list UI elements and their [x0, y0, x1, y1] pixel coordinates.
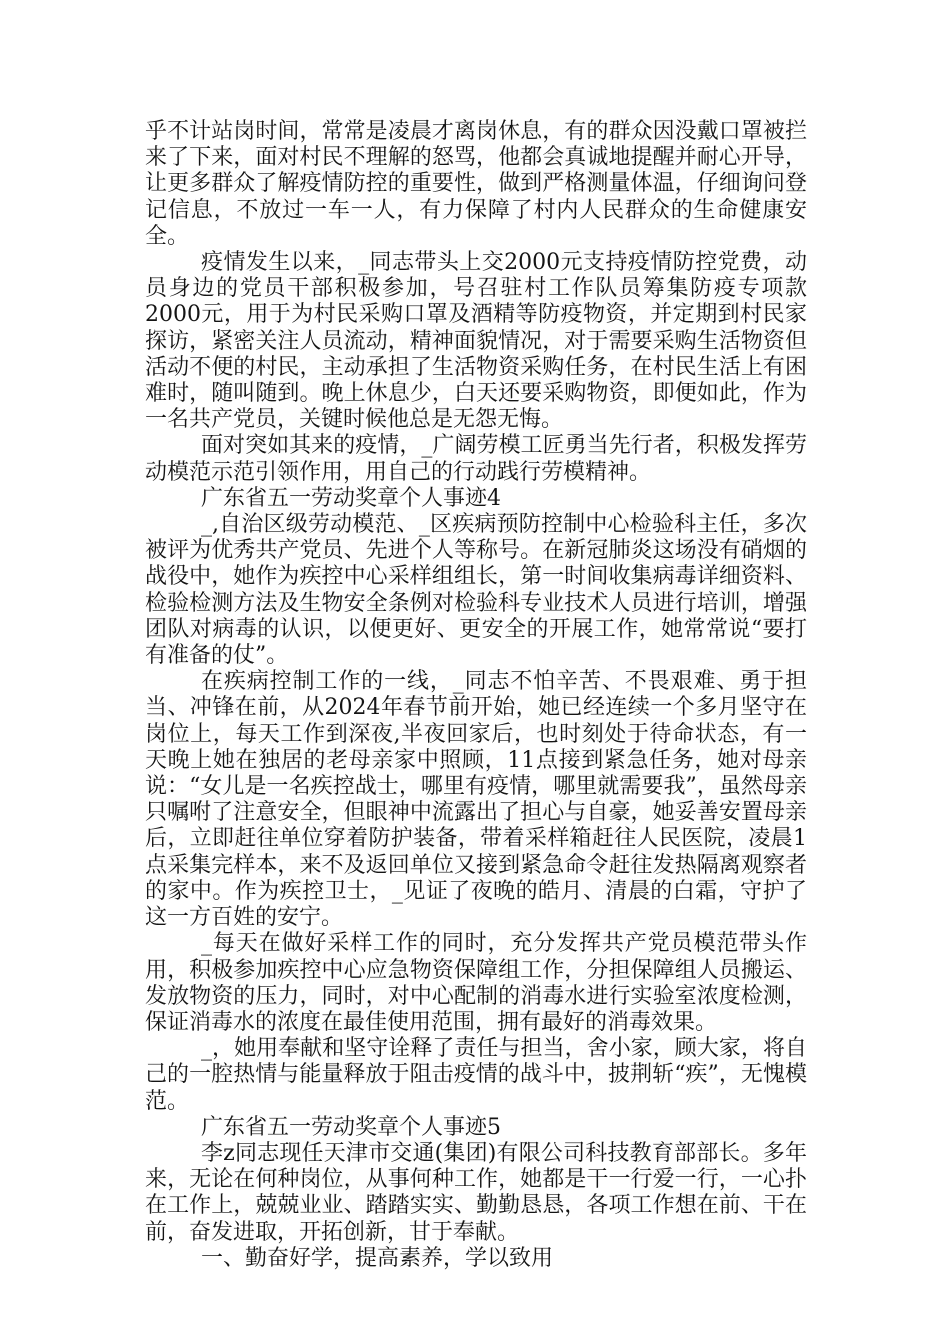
paragraph-7: _每天在做好采样工作的同时，充分发挥共产党员模范带头作用，积极参加疾控中心应急物资保障组工作，分担保障组人员搬运、发放物资的压力，同时，对中心配制的消毒水进行实验室浓度检测，保证消毒水的浓度在最佳使用范围，拥有最好的消毒效果。: [145, 931, 807, 1035]
paragraph-3: 面对突如其来的疫情，_广阔劳模工匠勇当先行者，积极发挥劳动模范示范引领作用，用自己的行动践行劳模精神。: [145, 433, 807, 485]
subheading-1: 一、勤奋好学，提高素养，学以致用: [201, 1245, 554, 1271]
paragraph-5: _,自治区级劳动模范、_区疾病预防控制中心检验科主任，多次被评为优秀共产党员、先进个人等称号。在新冠肺炎这场没有硝烟的战役中，她作为疾控中心采样组组长，第一时间收集病毒详细资料、检验检测方法及生物安全条例对检验科专业技术人员进行培训，增强团队对病毒的认识，以便更好、更安全的开展工作，她常常说“要打有准备的仗”。: [145, 512, 807, 669]
paragraph-2: 疫情发生以来，_同志带头上交2000元支持疫情防控党费，动员身边的党员干部积极参加，号召驻村工作队员筹集防疫专项款2000元，用于为村民采购口罩及酒精等防疫物资，并定期到村民家探访，紧密关注人员流动，精神面貌情况，对于需要采购生活物资但活动不便的村民，主动承担了生活物资采购任务，在村民生活上有困难时，随叫随到。晚上休息少，白天还要采购物资，即便如此，作为一名共产党员，关键时候他总是无怨无悔。: [145, 250, 807, 433]
paragraph-6: 在疾病控制工作的一线，_同志不怕辛苦、不畏艰难、勇于担当、冲锋在前，从2024年春节前开始，她已经连续一个多月坚守在岗位上，每天工作到深夜,半夜回家后，也时刻处于待命状态，有一天晚上她在独居的老母亲家中照顾，11点接到紧急任务，她对母亲说：“女儿是一名疾控战士，哪里有疫情，哪里就需要我”，虽然母亲只嘱咐了注意安全，但眼神中流露出了担心与自豪，她妥善安置母亲后，立即赶往单位穿着防护装备，带着采样箱赶往人民医院，凌晨1点采集完样本，来不及返回单位又接到紧急命令赶往发热隔离观察者的家中。作为疾控卫士，_见证了夜晚的皓月、清晨的白霜，守护了这一方百姓的安宁。: [145, 669, 807, 931]
paragraph-1: 乎不计站岗时间，常常是凌晨才离岗休息，有的群众因没戴口罩被拦来了下来，面对村民不理解的怒骂，他都会真诚地提醒并耐心开导，让更多群众了解疫情防控的重要性，做到严格测量体温，仔细询问登记信息，不放过一车一人，有力保障了村内人民群众的生命健康安全。: [145, 119, 807, 249]
section-heading-4: 广东省五一劳动奖章个人事迹4: [201, 485, 501, 511]
paragraph-10: 李z同志现任天津市交通(集团)有限公司科技教育部部长。多年来，无论在何种岗位，从事何种工作，她都是干一行爱一行，一心扑在工作上，兢兢业业、踏踏实实、勤勤恳恳，各项工作想在前、干在前，奋发进取，开拓创新，甘于奉献。: [145, 1140, 807, 1245]
document-body: [145, 119, 807, 1272]
section-heading-5: 广东省五一劳动奖章个人事迹5: [201, 1114, 501, 1140]
paragraph-8: _，她用奉献和坚守诠释了责任与担当，舍小家，顾大家，将自己的一腔热情与能量释放于阻击疫情的战斗中，披荆斩“疾”，无愧模范。: [145, 1036, 807, 1114]
